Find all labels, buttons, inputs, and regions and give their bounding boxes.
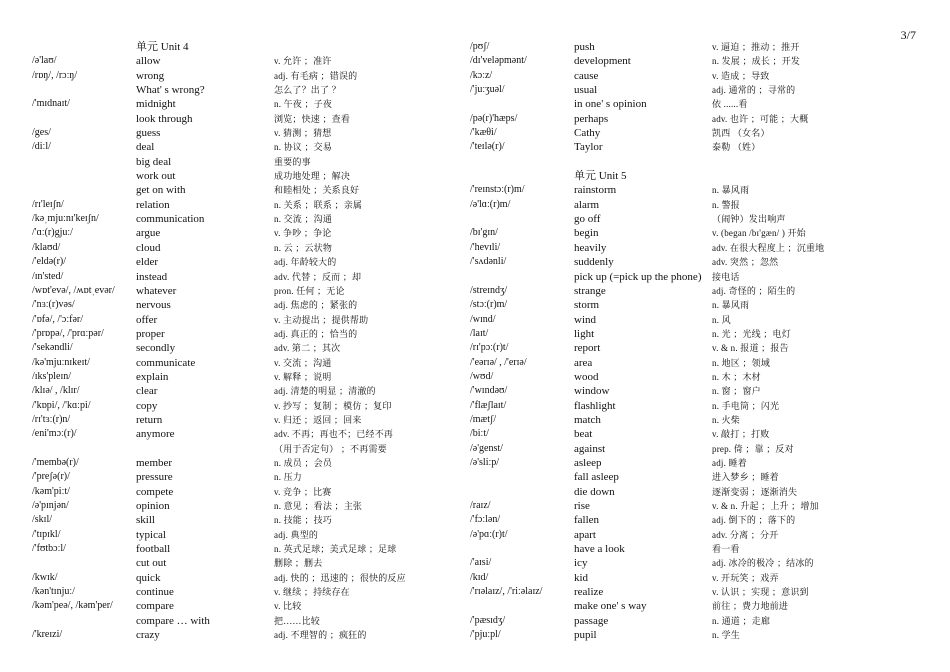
word: area (574, 356, 593, 369)
word: have a look (574, 543, 625, 556)
phonetic: /'ɑː(r)gjuː/ (32, 227, 73, 239)
phonetic: /'kɒpi/, /'kɑːpi/ (32, 399, 91, 411)
meaning: v. & n. 报道 ；报告 (712, 343, 789, 354)
meaning: 凯西 （女名） (712, 128, 770, 139)
meaning: adv. 分离 ；分开 (712, 529, 779, 540)
phonetic: /'kreɪzi/ (32, 629, 63, 641)
word: compare (136, 600, 174, 613)
phonetic: /ə'sliːp/ (470, 456, 500, 468)
meaning: v. 归还 ；返回 ；回来 (274, 414, 362, 425)
word: push (574, 41, 595, 53)
word: fall asleep (574, 471, 619, 484)
word: offer (136, 313, 158, 326)
word: heavily (574, 241, 607, 254)
meaning: adv. 不再；再也不；已经不再 (274, 429, 394, 440)
meaning: adj. 典型的 (274, 529, 319, 540)
word: proper (136, 327, 165, 340)
meaning: adj. 有毛病 ；错误的 (274, 70, 358, 81)
phonetic: /'kæθi/ (470, 127, 497, 139)
meaning: prep. 倚 ；靠 ；反对 (712, 443, 794, 454)
meaning: n. 技能 ；技巧 (274, 515, 333, 526)
word: window (574, 385, 610, 398)
phonetic: /kə'mjuːnɪkeɪt/ (32, 356, 90, 368)
phonetic: /'pjuːpl/ (470, 629, 501, 641)
word: pick up (=pick up the phone) (574, 270, 702, 283)
meaning: v. 认识 ；实现 ；意识到 (712, 587, 809, 598)
word: cloud (136, 241, 161, 254)
meaning: 成功地处理 ；解决 (274, 171, 351, 182)
meaning: v. 交流 ；沟通 (274, 357, 332, 368)
meaning: v. 敲打 ；打败 (712, 429, 770, 440)
meaning: n. 学生 (712, 630, 741, 641)
word: rise (574, 500, 590, 512)
meaning: 进入梦乡 ；睡着 (712, 472, 779, 483)
phonetic: /kən'tɪnjuː/ (32, 586, 75, 598)
word: typical (136, 528, 166, 541)
phonetic: /biːt/ (470, 428, 489, 440)
word: communication (136, 213, 205, 226)
word: argue (136, 227, 161, 240)
word: big deal (136, 155, 172, 168)
meaning: adv. 突然 ；忽然 (712, 257, 779, 268)
phonetic: /'pæsɪdʒ/ (470, 614, 506, 626)
phonetic: /'preʃə(r)/ (32, 471, 70, 483)
phonetic: /streɪndʒ/ (470, 284, 508, 296)
phonetic: /pʊʃ/ (470, 41, 490, 52)
meaning: n. 手电筒 ；闪光 (712, 400, 780, 411)
phonetic: /skɪl/ (32, 514, 53, 526)
meaning: v. & n. 升起 ；上升 ；增加 (712, 501, 819, 511)
phonetic: /ə'pɪnjən/ (32, 500, 69, 511)
word: in one' s opinion (574, 98, 647, 111)
word: compare … with (136, 614, 210, 627)
phonetic: /dɪ'veləpmənt/ (470, 55, 527, 67)
phonetic: /'ɒfə/, /'ɔːfər/ (32, 313, 84, 325)
word: alarm (574, 198, 600, 211)
meaning: 看一看 (712, 544, 740, 555)
word: asleep (574, 456, 602, 469)
word: opinion (136, 500, 170, 512)
phonetic: /'reɪnstɔː(r)m/ (470, 184, 525, 196)
word: icy (574, 557, 588, 570)
word: continue (136, 586, 174, 599)
meaning: 逐渐变弱 ；逐渐消失 (712, 486, 798, 497)
word: development (574, 55, 631, 68)
word: begin (574, 227, 599, 240)
phonetic: /ə'pɑː(r)t/ (470, 528, 508, 540)
meaning: n. 地区 ；领域 (712, 357, 771, 368)
meaning: v. 继续 ；持续存在 (274, 587, 350, 598)
meaning: adj. 年龄较大的 (274, 257, 337, 268)
meaning: n. 警报 (712, 199, 741, 210)
meaning: n. 暴风雨 (712, 185, 750, 196)
meaning: 重要的事 (274, 156, 311, 167)
phonetic: /kɔːz/ (470, 69, 493, 81)
meaning: adj. 清楚的明显 ；清澈的 (274, 386, 376, 397)
meaning: 和睦相处 ；关系良好 (274, 185, 360, 196)
word: die down (574, 485, 615, 498)
meaning: v. 主动提出 ；提供帮助 (274, 314, 369, 325)
word: allow (136, 55, 161, 68)
word: perhaps (574, 112, 609, 125)
phonetic: /kəm'piːt/ (32, 485, 70, 497)
meaning: n. 火柴 (712, 414, 741, 425)
word: get on with (136, 184, 186, 197)
phonetic: /kɪd/ (470, 571, 489, 583)
phonetic: /'membə(r)/ (32, 456, 79, 468)
word: guess (136, 127, 161, 140)
word: wrong (136, 69, 165, 82)
phonetic: /'fɔːlən/ (470, 514, 501, 526)
word: deal (136, 141, 155, 154)
word: fallen (574, 514, 600, 527)
meaning: （用于否定句） ；不再需要 (274, 443, 387, 454)
phonetic: /stɔː(r)m/ (470, 299, 508, 311)
phonetic: /'hevɪli/ (470, 241, 501, 253)
word: usual (574, 84, 598, 97)
phonetic: /laɪt/ (470, 327, 489, 339)
word: against (574, 442, 606, 455)
phonetic: /'mɪdnaɪt/ (32, 98, 70, 110)
phonetic: /wʊd/ (470, 370, 494, 382)
word: skill (136, 514, 155, 527)
word: look through (136, 112, 193, 125)
word: quick (136, 571, 161, 584)
meaning: adj. 焦虑的 ；紧张的 (274, 300, 358, 311)
word: pupil (574, 629, 597, 642)
word: communicate (136, 356, 196, 369)
phonetic: /'prɒpə/, /'prɑːpər/ (32, 327, 104, 339)
word: instead (136, 270, 168, 283)
word: member (136, 456, 173, 469)
meaning: adj. 通常的 ；寻常的 (712, 85, 796, 96)
meaning: n. 交流 ；沟通 (274, 214, 333, 225)
word: crazy (136, 629, 160, 642)
phonetic: /kəm'peə/, /kəm'per/ (32, 600, 113, 612)
meaning: n. 光 ；光线 ；电灯 (712, 328, 791, 339)
meaning: adv. 代替 ；反而 ；却 (274, 271, 362, 282)
meaning: n. 窗 ；窗户 (712, 386, 761, 397)
word: 单元 Unit 5 (574, 170, 627, 183)
meaning: 泰勒 （姓） (712, 142, 761, 153)
phonetic: /'sekəndli/ (32, 342, 73, 354)
word: football (136, 543, 171, 556)
meaning: （闹钟）发出响声 (712, 214, 786, 225)
phonetic: /'nɜː(r)vəs/ (32, 299, 75, 311)
word: flashlight (574, 399, 616, 412)
meaning: 删除 ；删去 (274, 558, 323, 569)
word: return (136, 413, 163, 426)
phonetic: /kwɪk/ (32, 571, 58, 583)
meaning: adj. 不理智的 ；疯狂的 (274, 630, 367, 641)
meaning: n. 协议 ；交易 (274, 142, 333, 153)
meaning: n. 暴风雨 (712, 300, 750, 311)
word: storm (574, 299, 600, 312)
meaning: 把……比较 (274, 615, 321, 626)
meaning: adv. 第二 ；其次 (274, 343, 341, 354)
meaning: adj. 奇怪的 ；陌生的 (712, 285, 796, 296)
phonetic: /'eldə(r)/ (32, 256, 67, 268)
meaning: n. 关系 ；联系 ；亲属 (274, 199, 363, 210)
phonetic: /diːl/ (32, 141, 51, 153)
phonetic: /ə'lɑː(r)m/ (470, 198, 511, 210)
word: wood (574, 370, 599, 383)
word: relation (136, 198, 170, 211)
meaning: v. 猜测 ；猜想 (274, 128, 332, 139)
meaning: v. 允许 ；准许 (274, 56, 332, 67)
word: explain (136, 370, 169, 383)
meaning: v. 开玩笑 ；戏弄 (712, 572, 779, 583)
word: cause (574, 69, 599, 82)
phonetic: /'sʌdənli/ (470, 256, 507, 268)
word: What' s wrong? (136, 84, 205, 97)
phonetic: /wɒt'evə/, /ʍɒtˌevər/ (32, 284, 115, 296)
phonetic: /rɪ'pɔː(r)t/ (470, 342, 509, 354)
phonetic: /kəˌmjuːnɪ'keɪʃn/ (32, 213, 99, 225)
word: cut out (136, 557, 167, 570)
phonetic: /'juːʒuəl/ (470, 84, 505, 96)
word: midnight (136, 98, 176, 111)
phonetic: /klɪə/ , /klɪr/ (32, 385, 80, 397)
word: make one' s way (574, 600, 647, 613)
phonetic: /raɪz/ (470, 500, 491, 511)
phonetic: /rɒŋ/, /rɔːŋ/ (32, 69, 78, 81)
word: kid (574, 571, 589, 584)
meaning: v. 解释 ；说明 (274, 371, 332, 382)
word: anymore (136, 428, 175, 441)
word: suddenly (574, 256, 614, 269)
phonetic: /klaʊd/ (32, 241, 61, 253)
meaning: 依 ......看 (712, 99, 748, 110)
word: rainstorm (574, 184, 617, 197)
phonetic: /ə'genst/ (470, 442, 503, 454)
phonetic: /ə'laʊ/ (32, 55, 57, 67)
meaning: n. 风 (712, 314, 731, 325)
meaning: adj. 冰冷的极冷 ；结冰的 (712, 558, 814, 569)
phonetic: /mætʃ/ (470, 413, 497, 425)
meaning: adv. 也许 ；可能 ；大概 (712, 113, 809, 124)
word: pressure (136, 471, 173, 484)
meaning: adj. 睡着 (712, 457, 747, 468)
word: beat (574, 428, 593, 441)
phonetic: /'eərɪə/ , /'erɪə/ (470, 356, 527, 368)
word: work out (136, 170, 176, 183)
word: clear (136, 385, 158, 398)
phonetic: /'wɪndəʊ/ (470, 385, 508, 397)
word: Cathy (574, 127, 601, 140)
phonetic: /'rɪəlaɪz/, /'riːəlaɪz/ (470, 586, 543, 598)
phonetic: /eni'mɔː(r)/ (32, 428, 77, 440)
meaning: 浏览；快速 ；查看 (274, 113, 351, 124)
word: whatever (136, 284, 177, 297)
meaning: 怎么了？出了 ？ (274, 85, 341, 96)
meaning: v. (began /bɪ'gæn/ ) 开始 (712, 228, 806, 239)
word: report (574, 342, 601, 355)
meaning: adj. 真正的 ；恰当的 (274, 328, 358, 339)
word: copy (136, 399, 158, 412)
phonetic: /ɪks'pleɪn/ (32, 370, 72, 382)
meaning: n. 午夜 ；子夜 (274, 99, 333, 110)
meaning: v. 抄写 ；复制 ；模仿 ；复印 (274, 400, 392, 411)
word: compete (136, 485, 174, 498)
word: realize (574, 586, 604, 599)
meaning: n. 发展 ；成长 ；开发 (712, 56, 801, 67)
word: strange (574, 284, 606, 297)
meaning: 接电话 (712, 271, 740, 282)
phonetic: /wɪnd/ (470, 313, 496, 325)
word: secondly (136, 342, 176, 355)
page-number: 3/7 (900, 28, 916, 42)
meaning: v. 竞争 ；比赛 (274, 486, 332, 497)
meaning: n. 木 ；木材 (712, 371, 761, 382)
word: nervous (136, 299, 171, 312)
phonetic: /ɪn'sted/ (32, 270, 64, 282)
phonetic: /rɪ'leɪʃn/ (32, 198, 64, 210)
meaning: n. 英式足球；美式足球 ；足球 (274, 544, 397, 555)
meaning: v. 逼迫 ；推动 ；推开 (712, 42, 800, 52)
meaning: v. 比较 (274, 601, 302, 612)
word: elder (136, 256, 158, 269)
meaning: adj. 快的 ；迅速的 ；很快的反应 (274, 572, 406, 583)
phonetic: /'teɪlə(r)/ (470, 141, 505, 153)
meaning: adv. 在很大程度上 ；沉重地 (712, 242, 825, 253)
meaning: adj. 倒下的 ；落下的 (712, 515, 796, 526)
word: go off (574, 213, 601, 226)
meaning: n. 通道 ；走廊 (712, 615, 771, 626)
word: Taylor (574, 141, 603, 154)
word: 单元 Unit 4 (136, 41, 189, 53)
word: apart (574, 528, 596, 541)
word: match (574, 413, 601, 426)
meaning: n. 云 ；云状物 (274, 242, 333, 253)
word: light (574, 327, 595, 340)
meaning: n. 成员 ；会员 (274, 457, 333, 468)
phonetic: /'aɪsi/ (470, 557, 492, 569)
meaning: v. 争吵 ；争论 (274, 228, 332, 239)
phonetic: /'tɪpɪkl/ (32, 528, 61, 540)
word: wind (574, 313, 596, 326)
meaning: v. 造成 ；导致 (712, 70, 770, 81)
phonetic: /bɪ'gɪn/ (470, 227, 498, 239)
meaning: pron. 任何 ；无论 (274, 285, 345, 296)
phonetic: /'fʊtbɔːl/ (32, 543, 66, 555)
phonetic: /'flæʃlaɪt/ (470, 399, 507, 411)
meaning: n. 意见 ；看法 ；主张 (274, 501, 363, 511)
phonetic: /ges/ (32, 127, 51, 139)
word: passage (574, 614, 609, 627)
phonetic: /rɪ'tɜː(r)n/ (32, 413, 71, 425)
meaning: n. 压力 (274, 472, 303, 483)
phonetic: /pə(r)'hæps/ (470, 112, 518, 124)
meaning: 前往 ；费力地前进 (712, 601, 789, 612)
